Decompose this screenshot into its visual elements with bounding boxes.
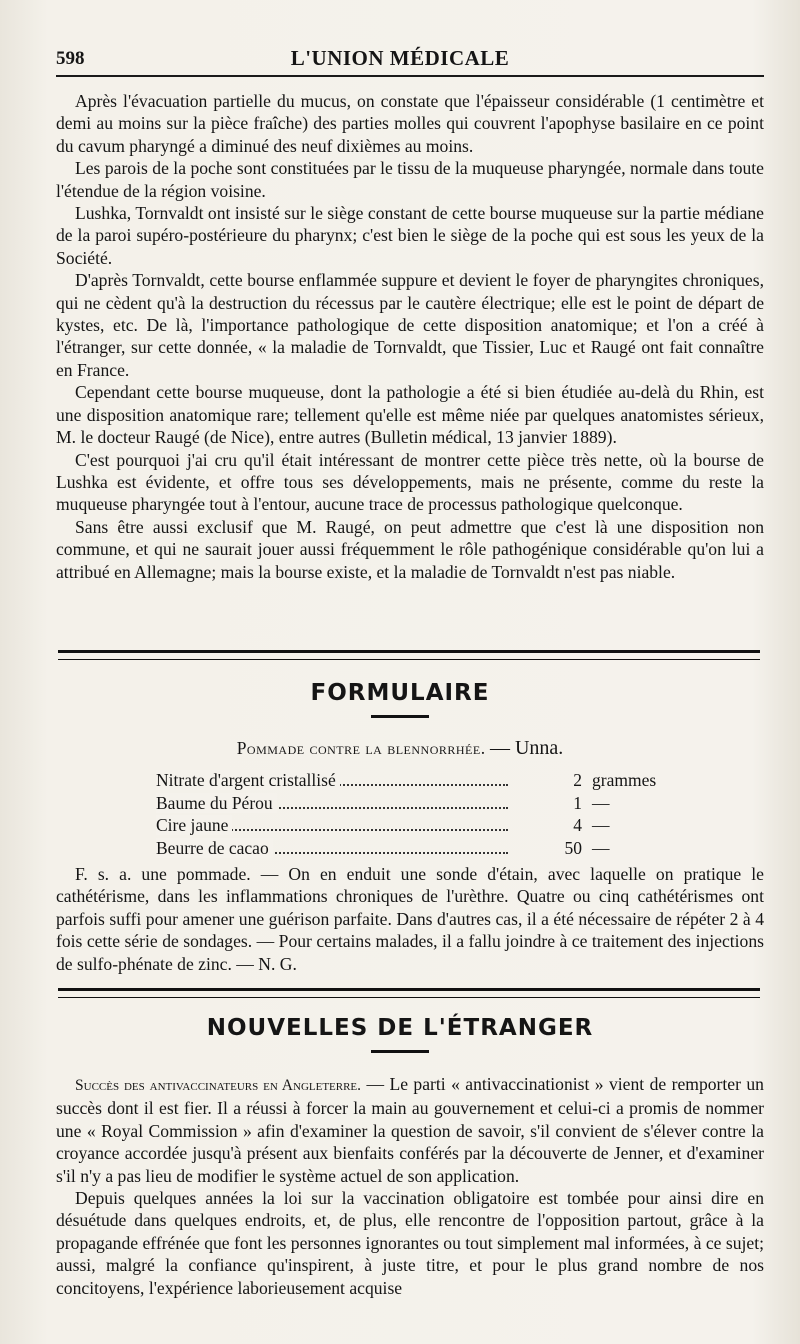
news-item-title: Succès des antivaccinateurs en Angleterre. <box>75 1077 362 1094</box>
section-divider <box>58 988 760 998</box>
recipe-instructions: F. s. a. une pommade. — On en enduit une sonde d'étain, avec laquelle on pratique le cathétérisme, dans les inflammations chroniques de l'urèthre. Quatre ou cinq cathétérismes ont parfois suffi pour amener une guérison parfaite. Dans d'autres cas, il a été nécessaire de répéter 2 à 4 fois cette série de sondages. — Pour certains malades, il a fallu joindre à ce traitement des injections de sulfo-phénate de zinc. — N. G. <box>56 864 764 974</box>
article-paragraph: Après l'évacuation partielle du mucus, on constate que l'épaisseur considérable (1 centimètre et demi au moins sur la pièce fraîche) des parties molles qui couvrent l'apophyse basilaire en ce point du cavum pharyngé a diminué des neuf dixièmes au moins. <box>56 91 764 156</box>
page-number: 598 <box>56 48 85 69</box>
article-paragraph: C'est pourquoi j'ai cru qu'il était intéressant de montrer cette pièce très nette, où la bourse de Lushka est évidente, et offre tous ses développements, mais ne présente, comme du reste la muqueuse pharyngée tout à l'entour, aucune trace de processus pathologique quelconque. <box>56 449 764 515</box>
running-head: L'UNION MÉDICALE <box>290 46 510 70</box>
ingredient-qty: 50 <box>564 837 582 858</box>
news-paragraph: Depuis quelques années la loi sur la vaccination obligatoire est tombée pour ainsi dire en désuétude dans quelques endroits, et, de plus, elle rencontre de l'opposition partout, grâce à la propagande effrénée que font les personnes ignorantes ou tout simplement mal informées, à ce sujet; aussi, malgré la confiance qu'inspirent, à juste titre, et pour le plus grand nombre de nos concitoyens, l'expérience laborieusement acquise <box>56 1188 764 1298</box>
recipe-name: Pommade contre la blennorrhée. <box>236 738 486 758</box>
ingredient-name: Beurre de cacao <box>156 838 273 858</box>
ingredient-name: Nitrate d'argent cristallisé <box>156 770 340 790</box>
section-divider <box>58 650 760 660</box>
ingredient-unit: — <box>592 815 610 835</box>
recipe-author: — Unna. <box>489 737 564 759</box>
nouvelles-body <box>56 1073 764 1299</box>
ingredient-qty: 4 <box>573 815 582 835</box>
recipe-title <box>0 737 800 760</box>
news-item <box>56 1073 764 1187</box>
article-paragraph: Sans être aussi exclusif que M. Raugé, on peut admettre que c'est là une disposition non commune, et qui ne saurait jouer aussi fréquemment le rôle pathogénique considérable qu'on lui a attribué en Allemagne; mais la bourse existe, et la maladie de Tornvaldt n'est pas niable. <box>56 516 764 582</box>
ingredient-name: Baume du Pérou <box>156 793 277 813</box>
news-item-text: — Le parti « antivaccinationist » vient de remporter un succès dont il est fier. Il a réussi à forcer la main au gouvernement et celui-ci a promis de nommer une « Royal Commission » afin d'examiner la question de savoir, s'il convient de s'élever contre la croyance accordée jusqu'à présent aux bienfaits conférés par la découverte de Jenner, et d'examiner s'il n'y a pas lieu de modifier le système actuel de son application. <box>56 1074 764 1186</box>
formulaire-heading: FORMULAIRE <box>310 680 490 706</box>
recipe-instructions-block <box>56 863 764 975</box>
ingredient-row <box>156 793 656 816</box>
ingredient-qty: 2 <box>573 770 582 790</box>
ingredient-unit: — <box>592 792 610 813</box>
ingredient-qty: 1 <box>573 792 582 813</box>
article-paragraph: Cependant cette bourse muqueuse, dont la pathologie a été si bien étudiée au-delà du Rhin, est une disposition anatomique rare; tellement qu'elle est même niée par quelques anatomistes sérieux, M. le docteur Raugé (de Nice), entre autres (Bulletin médical, 13 janvier 1889). <box>56 382 764 448</box>
ingredient-unit: grammes <box>592 770 657 790</box>
ingredient-row <box>156 770 656 793</box>
ingredient-name: Cire jaune <box>156 815 232 835</box>
page-header <box>0 38 800 70</box>
heading-underline <box>371 715 429 718</box>
article-paragraph: Lushka, Tornvaldt ont insisté sur le siège constant de cette bourse muqueuse sur la partie médiane de la paroi supéro-postérieure du pharynx; c'est bien le siège de la poche qui est sous les yeux de la Société. <box>56 203 764 268</box>
nouvelles-heading: NOUVELLES DE L'ÉTRANGER <box>206 1015 594 1041</box>
header-rule <box>56 75 764 77</box>
article-paragraph: Les parois de la poche sont constituées par le tissu de la muqueuse pharyngée, normale dans toute l'étendue de la région voisine. <box>56 158 764 201</box>
ingredients-list <box>156 770 656 860</box>
article-paragraph: D'après Tornvaldt, cette bourse enflammée suppure et devient le foyer de pharyngites chroniques, qui ne cèdent qu'à la destruction du récessus par le cautère électrique; elle est le point de départ de kystes, etc. De là, l'importance pathologique de cette disposition anatomique; et l'on a créé à l'étranger, sur cette donnée, « la maladie de Tornvaldt, que Tissier, Luc et Raugé ont fait connaître en France. <box>56 270 764 380</box>
article-body <box>56 90 764 583</box>
ingredient-row <box>156 815 656 838</box>
heading-underline <box>371 1050 429 1053</box>
ingredient-row <box>156 838 656 861</box>
ingredient-unit: — <box>592 837 610 858</box>
